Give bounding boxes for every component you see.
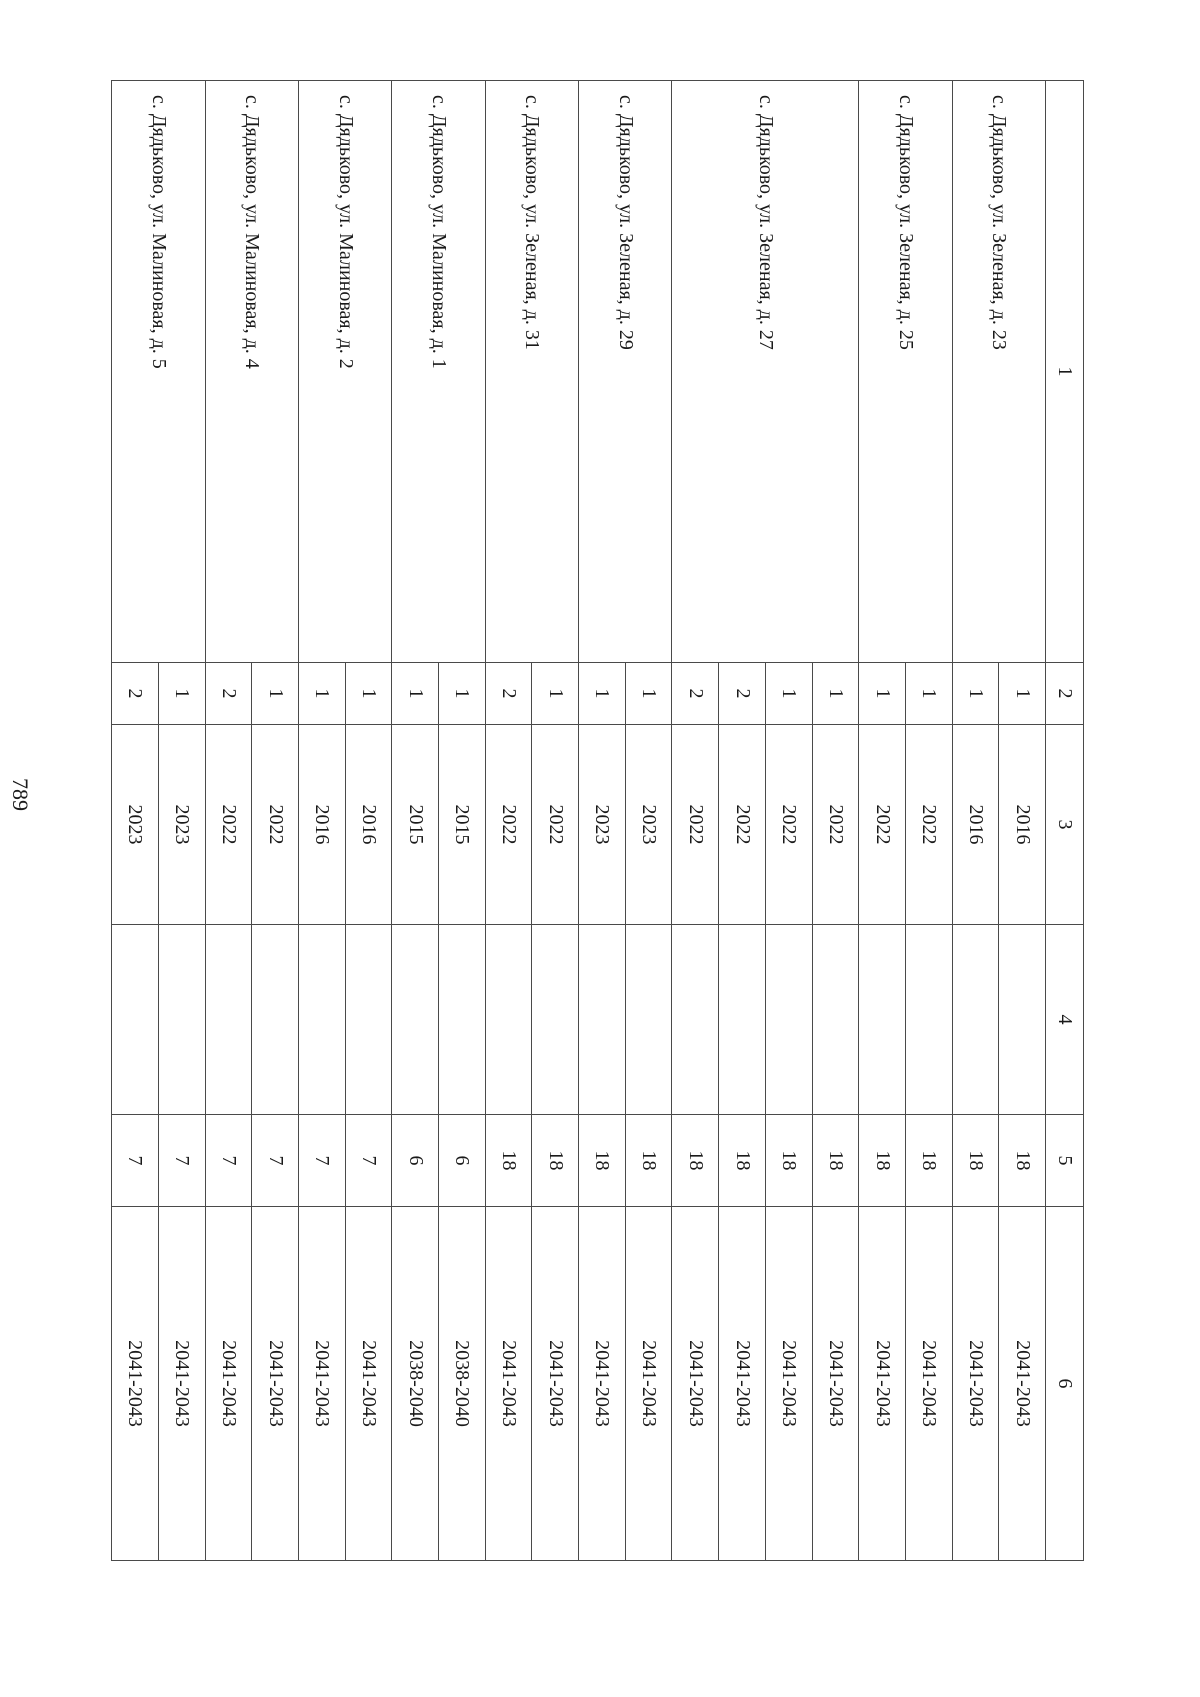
cell-c2: 2 — [112, 663, 159, 725]
cell-c3: 2023 — [112, 725, 159, 925]
cell-c3: 2022 — [765, 725, 812, 925]
cell-c5: 18 — [999, 1115, 1046, 1207]
cell-c4 — [158, 925, 205, 1115]
rotated-page — [111, 80, 1084, 1560]
cell-c3: 2016 — [952, 725, 999, 925]
table-row — [999, 81, 1046, 1561]
address-cell: с. Дядьково, ул. Зеленая, д. 25 — [859, 81, 952, 663]
cell-c2: 2 — [719, 663, 766, 725]
cell-c4 — [299, 925, 346, 1115]
cell-c6: 2041-2043 — [345, 1207, 392, 1561]
cell-c4 — [392, 925, 439, 1115]
cell-c3: 2022 — [719, 725, 766, 925]
cell-c3: 2016 — [999, 725, 1046, 925]
cell-c2: 1 — [905, 663, 952, 725]
cell-c2: 2 — [672, 663, 719, 725]
table-row — [252, 81, 299, 1561]
cell-c5: 18 — [952, 1115, 999, 1207]
cell-c3: 2016 — [345, 725, 392, 925]
cell-c4 — [439, 925, 486, 1115]
cell-c6: 2041-2043 — [719, 1207, 766, 1561]
cell-c2: 2 — [205, 663, 252, 725]
cell-c5: 6 — [439, 1115, 486, 1207]
cell-c6: 2041-2043 — [532, 1207, 579, 1561]
page-number: 789 — [8, 778, 33, 811]
cell-c6: 2041-2043 — [158, 1207, 205, 1561]
cell-c2: 1 — [625, 663, 672, 725]
cell-c2: 1 — [392, 663, 439, 725]
table-row — [625, 81, 672, 1561]
table-row — [532, 81, 579, 1561]
cell-c5: 6 — [392, 1115, 439, 1207]
cell-c6: 2041-2043 — [299, 1207, 346, 1561]
cell-c4 — [345, 925, 392, 1115]
cell-c2: 1 — [439, 663, 486, 725]
address-cell: с. Дядьково, ул. Малиновая, д. 4 — [205, 81, 298, 663]
cell-c3: 2022 — [905, 725, 952, 925]
cell-c5: 18 — [765, 1115, 812, 1207]
address-cell: с. Дядьково, ул. Малиновая, д. 5 — [112, 81, 206, 663]
cell-c4 — [205, 925, 252, 1115]
cell-c6: 2041-2043 — [485, 1207, 532, 1561]
cell-c6: 2041-2043 — [579, 1207, 626, 1561]
cell-c6: 2041-2043 — [952, 1207, 999, 1561]
cell-c2: 1 — [158, 663, 205, 725]
cell-c3: 2022 — [485, 725, 532, 925]
address-cell: с. Дядьково, ул. Малиновая, д. 2 — [299, 81, 392, 663]
cell-c4 — [952, 925, 999, 1115]
cell-c3: 2023 — [625, 725, 672, 925]
cell-c5: 18 — [905, 1115, 952, 1207]
cell-c2: 1 — [952, 663, 999, 725]
cell-c3: 2022 — [672, 725, 719, 925]
cell-c3: 2022 — [812, 725, 859, 925]
cell-c4 — [112, 925, 159, 1115]
header-col-1: 1 — [1046, 81, 1084, 663]
cell-c6: 2041-2043 — [905, 1207, 952, 1561]
cell-c5: 18 — [532, 1115, 579, 1207]
cell-c3: 2023 — [579, 725, 626, 925]
cell-c2: 1 — [765, 663, 812, 725]
cell-c2: 1 — [299, 663, 346, 725]
cell-c4 — [999, 925, 1046, 1115]
cell-c5: 7 — [205, 1115, 252, 1207]
cell-c5: 18 — [579, 1115, 626, 1207]
header-col-2: 2 — [1046, 663, 1084, 725]
cell-c2: 2 — [485, 663, 532, 725]
address-cell: с. Дядьково, ул. Зеленая, д. 27 — [672, 81, 859, 663]
cell-c2: 1 — [812, 663, 859, 725]
table-row — [158, 81, 205, 1561]
cell-c4 — [765, 925, 812, 1115]
cell-c4 — [532, 925, 579, 1115]
cell-c6: 2038-2040 — [392, 1207, 439, 1561]
header-col-4: 4 — [1046, 925, 1084, 1115]
address-cell: с. Дядьково, ул. Зеленая, д. 29 — [579, 81, 672, 663]
cell-c5: 7 — [112, 1115, 159, 1207]
cell-c6: 2041-2043 — [859, 1207, 906, 1561]
cell-c4 — [625, 925, 672, 1115]
cell-c5: 7 — [158, 1115, 205, 1207]
cell-c4 — [579, 925, 626, 1115]
cell-c2: 1 — [999, 663, 1046, 725]
cell-c5: 7 — [345, 1115, 392, 1207]
cell-c6: 2041-2043 — [625, 1207, 672, 1561]
address-cell: с. Дядьково, ул. Зеленая, д. 23 — [952, 81, 1045, 663]
table-row — [905, 81, 952, 1561]
cell-c2: 1 — [859, 663, 906, 725]
table-header-row — [1046, 81, 1084, 1561]
header-col-6: 6 — [1046, 1207, 1084, 1561]
cell-c5: 18 — [859, 1115, 906, 1207]
cell-c6: 2041-2043 — [252, 1207, 299, 1561]
cell-c5: 18 — [812, 1115, 859, 1207]
cell-c6: 2041-2043 — [112, 1207, 159, 1561]
cell-c6: 2041-2043 — [672, 1207, 719, 1561]
cell-c3: 2022 — [252, 725, 299, 925]
table-row — [812, 81, 859, 1561]
cell-c6: 2041-2043 — [812, 1207, 859, 1561]
cell-c3: 2016 — [299, 725, 346, 925]
cell-c4 — [905, 925, 952, 1115]
cell-c3: 2022 — [532, 725, 579, 925]
cell-c4 — [485, 925, 532, 1115]
cell-c5: 18 — [485, 1115, 532, 1207]
cell-c6: 2041-2043 — [205, 1207, 252, 1561]
cell-c6: 2041-2043 — [999, 1207, 1046, 1561]
table-body — [112, 81, 1084, 1561]
table-row — [345, 81, 392, 1561]
table-row — [439, 81, 486, 1561]
cell-c5: 18 — [625, 1115, 672, 1207]
cell-c2: 1 — [252, 663, 299, 725]
header-col-5: 5 — [1046, 1115, 1084, 1207]
cell-c5: 7 — [299, 1115, 346, 1207]
header-col-3: 3 — [1046, 725, 1084, 925]
cell-c4 — [252, 925, 299, 1115]
cell-c3: 2015 — [392, 725, 439, 925]
cell-c2: 1 — [579, 663, 626, 725]
cell-c6: 2041-2043 — [765, 1207, 812, 1561]
cell-c3: 2015 — [439, 725, 486, 925]
cell-c4 — [859, 925, 906, 1115]
cell-c3: 2022 — [205, 725, 252, 925]
cell-c4 — [672, 925, 719, 1115]
cell-c5: 7 — [252, 1115, 299, 1207]
cell-c3: 2023 — [158, 725, 205, 925]
cell-c6: 2038-2040 — [439, 1207, 486, 1561]
address-cell: с. Дядьково, ул. Зеленая, д. 31 — [485, 81, 578, 663]
cell-c4 — [812, 925, 859, 1115]
cell-c3: 2022 — [859, 725, 906, 925]
address-cell: с. Дядьково, ул. Малиновая, д. 1 — [392, 81, 485, 663]
cell-c4 — [719, 925, 766, 1115]
data-table — [111, 80, 1084, 1561]
cell-c5: 18 — [672, 1115, 719, 1207]
cell-c2: 1 — [345, 663, 392, 725]
cell-c5: 18 — [719, 1115, 766, 1207]
cell-c2: 1 — [532, 663, 579, 725]
